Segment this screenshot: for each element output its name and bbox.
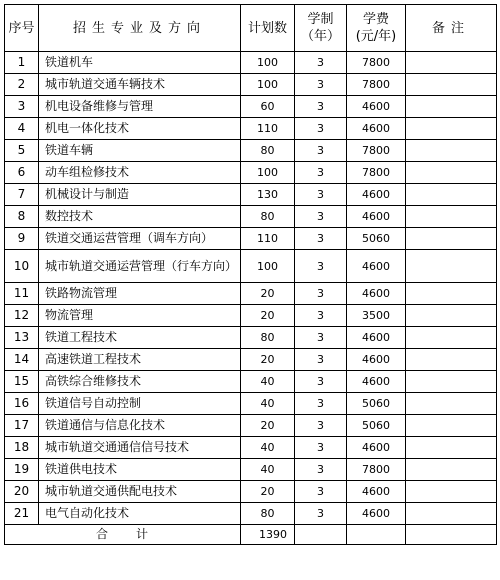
enrollment-plan-table xyxy=(4,4,497,545)
header-plan: 计划数 xyxy=(241,5,295,52)
row-major: 城市轨道交通供配电技术 xyxy=(39,481,241,503)
row-major: 动车组检修技术 xyxy=(39,162,241,184)
row-plan: 60 xyxy=(241,96,295,118)
total-row xyxy=(5,525,497,545)
row-number: 17 xyxy=(5,415,39,437)
table-row xyxy=(5,305,497,327)
table-row xyxy=(5,437,497,459)
row-duration: 3 xyxy=(295,437,347,459)
row-fee: 7800 xyxy=(347,162,406,184)
row-fee: 4600 xyxy=(347,250,406,283)
row-number: 7 xyxy=(5,184,39,206)
row-duration: 3 xyxy=(295,283,347,305)
table-row xyxy=(5,393,497,415)
row-note xyxy=(406,250,497,283)
row-fee: 4600 xyxy=(347,184,406,206)
row-major: 机械设计与制造 xyxy=(39,184,241,206)
header-fee-unit: (元/年) xyxy=(355,29,397,44)
row-duration: 3 xyxy=(295,52,347,74)
row-plan: 100 xyxy=(241,52,295,74)
row-plan: 40 xyxy=(241,393,295,415)
row-duration: 3 xyxy=(295,327,347,349)
row-plan: 20 xyxy=(241,305,295,327)
table-row xyxy=(5,206,497,228)
row-fee: 4600 xyxy=(347,481,406,503)
row-note xyxy=(406,481,497,503)
row-duration: 3 xyxy=(295,349,347,371)
header-duration-label: 学制 xyxy=(307,12,334,27)
row-number: 19 xyxy=(5,459,39,481)
row-duration: 3 xyxy=(295,459,347,481)
table-row xyxy=(5,481,497,503)
row-fee: 7800 xyxy=(347,74,406,96)
row-note xyxy=(406,459,497,481)
row-fee: 5060 xyxy=(347,393,406,415)
row-major: 城市轨道交通通信信号技术 xyxy=(39,437,241,459)
row-plan: 110 xyxy=(241,228,295,250)
row-plan: 110 xyxy=(241,118,295,140)
row-major: 铁道车辆 xyxy=(39,140,241,162)
row-plan: 40 xyxy=(241,371,295,393)
row-number: 1 xyxy=(5,52,39,74)
table-row xyxy=(5,415,497,437)
row-major: 高速铁道工程技术 xyxy=(39,349,241,371)
row-duration: 3 xyxy=(295,206,347,228)
row-duration: 3 xyxy=(295,184,347,206)
row-major: 高铁综合维修技术 xyxy=(39,371,241,393)
row-plan: 20 xyxy=(241,415,295,437)
row-note xyxy=(406,140,497,162)
row-fee: 4600 xyxy=(347,371,406,393)
row-fee: 4600 xyxy=(347,503,406,525)
row-duration: 3 xyxy=(295,393,347,415)
row-plan: 100 xyxy=(241,250,295,283)
row-plan: 80 xyxy=(241,327,295,349)
row-note xyxy=(406,327,497,349)
row-duration: 3 xyxy=(295,371,347,393)
row-plan: 40 xyxy=(241,459,295,481)
row-fee: 4600 xyxy=(347,118,406,140)
row-major: 铁路物流管理 xyxy=(39,283,241,305)
row-note xyxy=(406,305,497,327)
table-row xyxy=(5,459,497,481)
table-body xyxy=(5,52,497,525)
table-row xyxy=(5,228,497,250)
header-duration xyxy=(295,5,347,52)
row-note xyxy=(406,415,497,437)
row-number: 20 xyxy=(5,481,39,503)
row-number: 10 xyxy=(5,250,39,283)
row-plan: 80 xyxy=(241,206,295,228)
table-row xyxy=(5,283,497,305)
table-row xyxy=(5,96,497,118)
row-duration: 3 xyxy=(295,74,347,96)
row-number: 14 xyxy=(5,349,39,371)
row-major: 电气自动化技术 xyxy=(39,503,241,525)
row-plan: 100 xyxy=(241,74,295,96)
row-number: 21 xyxy=(5,503,39,525)
table-row xyxy=(5,52,497,74)
row-major: 铁道供电技术 xyxy=(39,459,241,481)
row-major: 数控技术 xyxy=(39,206,241,228)
row-note xyxy=(406,349,497,371)
row-number: 15 xyxy=(5,371,39,393)
row-plan: 20 xyxy=(241,283,295,305)
total-empty-duration xyxy=(295,525,347,545)
row-plan: 130 xyxy=(241,184,295,206)
table-row xyxy=(5,250,497,283)
header-duration-unit: （年） xyxy=(300,29,340,44)
table-row xyxy=(5,349,497,371)
row-number: 2 xyxy=(5,74,39,96)
row-duration: 3 xyxy=(295,305,347,327)
row-note xyxy=(406,74,497,96)
table-row xyxy=(5,118,497,140)
row-number: 12 xyxy=(5,305,39,327)
row-number: 5 xyxy=(5,140,39,162)
row-number: 9 xyxy=(5,228,39,250)
table-row xyxy=(5,74,497,96)
row-fee: 7800 xyxy=(347,52,406,74)
row-fee: 4600 xyxy=(347,206,406,228)
row-number: 8 xyxy=(5,206,39,228)
row-duration: 3 xyxy=(295,96,347,118)
row-fee: 7800 xyxy=(347,459,406,481)
row-major: 城市轨道交通车辆技术 xyxy=(39,74,241,96)
table-row xyxy=(5,327,497,349)
row-duration: 3 xyxy=(295,140,347,162)
row-number: 4 xyxy=(5,118,39,140)
row-fee: 4600 xyxy=(347,283,406,305)
row-fee: 5060 xyxy=(347,228,406,250)
row-note xyxy=(406,393,497,415)
row-plan: 80 xyxy=(241,503,295,525)
row-duration: 3 xyxy=(295,481,347,503)
total-empty-fee xyxy=(347,525,406,545)
row-duration: 3 xyxy=(295,250,347,283)
row-fee: 3500 xyxy=(347,305,406,327)
row-major: 铁道交通运营管理（调车方向） xyxy=(39,228,241,250)
row-duration: 3 xyxy=(295,162,347,184)
row-note xyxy=(406,371,497,393)
header-fee-label: 学费 xyxy=(362,12,389,27)
row-note xyxy=(406,437,497,459)
table-row xyxy=(5,184,497,206)
row-plan: 20 xyxy=(241,481,295,503)
row-duration: 3 xyxy=(295,118,347,140)
row-number: 13 xyxy=(5,327,39,349)
row-number: 16 xyxy=(5,393,39,415)
row-major: 城市轨道交通运营管理（行车方向） xyxy=(39,250,241,283)
table-row xyxy=(5,162,497,184)
total-empty-note xyxy=(406,525,497,545)
row-major: 铁道通信与信息化技术 xyxy=(39,415,241,437)
row-fee: 4600 xyxy=(347,327,406,349)
row-fee: 4600 xyxy=(347,96,406,118)
row-note xyxy=(406,96,497,118)
total-label: 合计 xyxy=(5,525,241,545)
row-number: 6 xyxy=(5,162,39,184)
row-major: 机电设备维修与管理 xyxy=(39,96,241,118)
row-fee: 4600 xyxy=(347,437,406,459)
header-seq: 序号 xyxy=(5,5,39,52)
row-note xyxy=(406,118,497,140)
table-header-row xyxy=(5,5,497,52)
row-duration: 3 xyxy=(295,228,347,250)
row-note xyxy=(406,503,497,525)
row-number: 18 xyxy=(5,437,39,459)
header-note: 备注 xyxy=(406,5,497,52)
row-note xyxy=(406,283,497,305)
row-plan: 80 xyxy=(241,140,295,162)
row-note xyxy=(406,184,497,206)
table-row xyxy=(5,140,497,162)
row-duration: 3 xyxy=(295,503,347,525)
header-major: 招生专业及方向 xyxy=(39,5,241,52)
total-plan: 1390 xyxy=(241,525,295,545)
row-major: 铁道工程技术 xyxy=(39,327,241,349)
table-row xyxy=(5,371,497,393)
row-duration: 3 xyxy=(295,415,347,437)
row-plan: 100 xyxy=(241,162,295,184)
row-major: 机电一体化技术 xyxy=(39,118,241,140)
table-row xyxy=(5,503,497,525)
row-plan: 40 xyxy=(241,437,295,459)
row-note xyxy=(406,206,497,228)
row-fee: 5060 xyxy=(347,415,406,437)
header-fee xyxy=(347,5,406,52)
row-number: 11 xyxy=(5,283,39,305)
row-note xyxy=(406,228,497,250)
row-major: 铁道信号自动控制 xyxy=(39,393,241,415)
row-plan: 20 xyxy=(241,349,295,371)
row-fee: 7800 xyxy=(347,140,406,162)
row-note xyxy=(406,52,497,74)
row-fee: 4600 xyxy=(347,349,406,371)
row-note xyxy=(406,162,497,184)
row-number: 3 xyxy=(5,96,39,118)
row-major: 物流管理 xyxy=(39,305,241,327)
row-major: 铁道机车 xyxy=(39,52,241,74)
